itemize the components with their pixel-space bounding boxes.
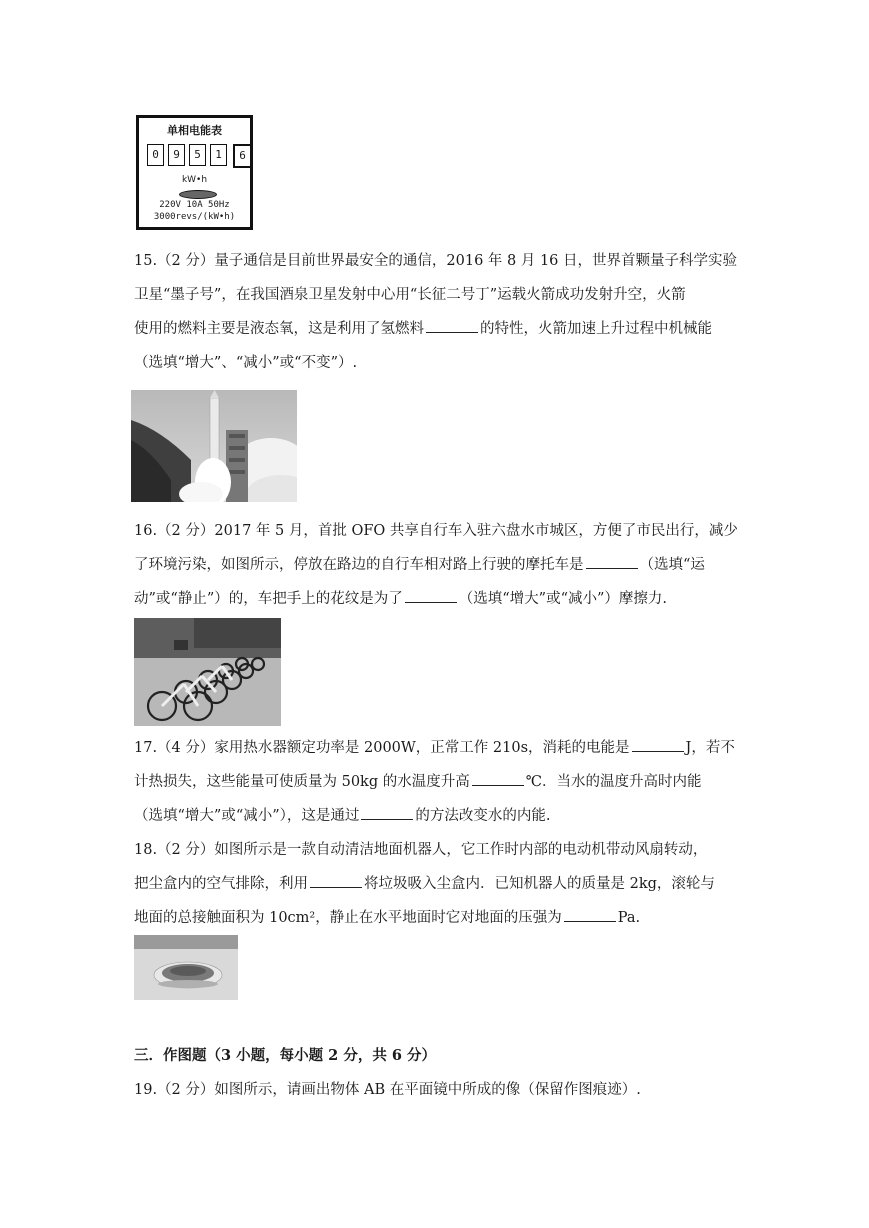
q15-line3 xyxy=(134,312,734,346)
q17-line1 xyxy=(134,731,734,765)
q16-line3b: （选填“增大”或“减小”）摩擦力. xyxy=(458,591,668,607)
q17-line3a: （选填“增大”或“减小”），这是通过 xyxy=(134,808,360,824)
q16-line3a: 动”或“静止”）的，车把手上的花纹是为了 xyxy=(134,591,403,607)
answer-blank[interactable] xyxy=(405,588,457,603)
q18-line2b: 将垃圾吸入尘盒内．已知机器人的质量是 2kg，滚轮与 xyxy=(364,876,715,892)
meter-digit: 0 xyxy=(147,144,164,166)
q16-line2b: （选填“运 xyxy=(639,557,705,573)
answer-blank[interactable] xyxy=(632,737,684,752)
q18-line3a: 地面的总接触面积为 10cm²，静止在水平地面时它对地面的压强为 xyxy=(134,910,562,926)
answer-blank[interactable] xyxy=(564,907,616,922)
q15-line4: （选填“增大”、“减小”或“不变”）. xyxy=(134,355,358,371)
q17-line2a: 计热损失，这些能量可使质量为 50kg 的水温度升高 xyxy=(134,774,470,790)
q18-line1: 18.（2 分）如图所示是一款自动清洁地面机器人，它工作时内部的电动机带动风扇转动， xyxy=(134,842,708,858)
q15-line3b: 的特性，火箭加速上升过程中机械能 xyxy=(480,321,712,337)
question-19 xyxy=(134,1073,734,1107)
meter-spec-line1: 220V 10A 50Hz xyxy=(159,200,230,210)
q18-line3 xyxy=(134,901,734,935)
q15-line3a: 使用的燃料主要是液态氧，这是利用了氢燃料 xyxy=(134,321,424,337)
q16-line2 xyxy=(134,548,734,582)
answer-blank[interactable] xyxy=(310,873,362,888)
q15-line1: 15.（2 分）量子通信是目前世界最安全的通信，2016 年 8 月 16 日，世界首颗量子科学实验 xyxy=(134,253,738,269)
answer-blank[interactable] xyxy=(361,805,413,820)
meter-unit: kW•h xyxy=(181,175,208,185)
meter-digit: 1 xyxy=(210,144,227,166)
q18-line2 xyxy=(134,867,734,901)
electric-meter-figure xyxy=(136,115,253,230)
section-heading: 三．作图题（3 小题，每小题 2 分，共 6 分） xyxy=(134,1047,437,1064)
answer-blank[interactable] xyxy=(586,554,638,569)
answer-blank[interactable] xyxy=(472,771,524,786)
meter-digit: 9 xyxy=(168,144,185,166)
q15-line2: 卫星“墨子号”，在我国酒泉卫星发射中心用“长征二号丁”运载火箭成功发射升空，火箭 xyxy=(134,287,686,303)
meter-title: 单相电能表 xyxy=(167,124,222,137)
question-17 xyxy=(134,731,734,833)
q17-line2 xyxy=(134,765,734,799)
robot-vacuum-photo xyxy=(134,935,238,1000)
meter-disc xyxy=(179,190,217,199)
question-18 xyxy=(134,833,734,935)
q16-line1: 16.（2 分）2017 年 5 月，首批 OFO 共享自行车入驻六盘水市城区，方便了市民出行，减少 xyxy=(134,523,738,539)
question-16 xyxy=(134,514,738,616)
meter-digits xyxy=(147,144,253,168)
q17-line1a: 17.（4 分）家用热水器额定功率是 2000W，正常工作 210s，消耗的电能是 xyxy=(134,740,630,756)
meter-digit: 5 xyxy=(189,144,206,166)
rocket-launch-photo xyxy=(131,390,297,502)
q18-line2a: 把尘盒内的空气排除，利用 xyxy=(134,876,308,892)
q16-line3 xyxy=(134,582,734,616)
q18-line3b: Pa. xyxy=(617,910,641,926)
question-15 xyxy=(134,244,738,380)
q16-line2a: 了环境污染，如图所示，停放在路边的自行车相对路上行驶的摩托车是 xyxy=(134,557,584,573)
q19-line1: 19.（2 分）如图所示，请画出物体 AB 在平面镜中所成的像（保留作图痕迹）. xyxy=(134,1082,641,1098)
shared-bikes-photo xyxy=(134,618,281,726)
q17-line1b: J，若不 xyxy=(685,740,735,756)
meter-spec xyxy=(139,199,250,223)
meter-digit-decimal: 6 xyxy=(233,144,252,168)
q17-line3 xyxy=(134,799,734,833)
answer-blank[interactable] xyxy=(426,318,478,333)
q17-line3b: 的方法改变水的内能. xyxy=(415,808,551,824)
q17-line2b: ℃．当水的温度升高时内能 xyxy=(525,774,702,790)
meter-spec-line2: 3000revs/(kW•h) xyxy=(153,212,236,222)
